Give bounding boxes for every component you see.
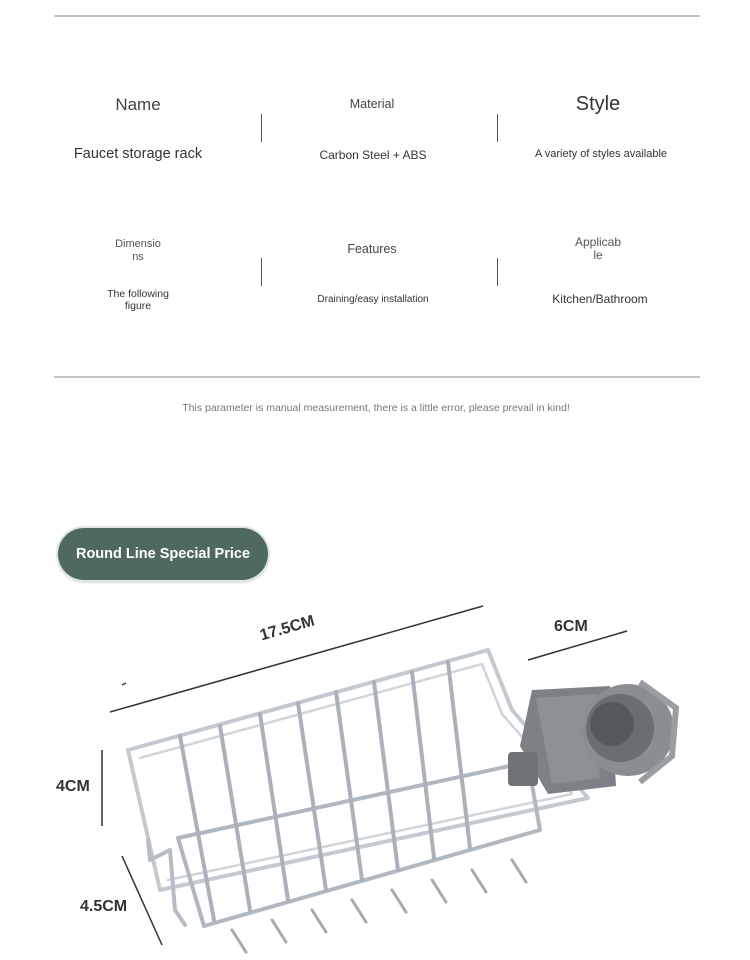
special-price-badge: Round Line Special Price (58, 528, 268, 580)
spec-value-material: Carbon Steel + ABS (319, 148, 427, 162)
length-label: 17.5CM (258, 612, 317, 645)
clamp-width-label: 6CM (554, 618, 588, 635)
spec-heading-dimensions-line2: ns (132, 251, 144, 263)
spec-heading-style: Style (575, 93, 621, 115)
length-dimension-tick (122, 683, 126, 685)
spec-value-name: Faucet storage rack (73, 146, 203, 162)
spec-heading-material: Material (349, 97, 395, 111)
spec-heading-dimensions-line1: Dimensio (115, 238, 161, 250)
measurement-note: This parameter is manual measurement, there is a little error, please prevail in kind! (182, 402, 570, 414)
spec-separator (497, 114, 498, 142)
spec-value-dimensions (88, 288, 188, 312)
spec-heading-applicable (548, 236, 648, 262)
wire-rack (128, 650, 588, 952)
height-label: 4CM (56, 778, 90, 795)
bottom-divider (54, 376, 700, 378)
spec-heading-applicable-line1: Applicab (574, 235, 622, 249)
spec-value-features: Draining/easy installation (317, 294, 429, 305)
spec-value-dimensions-line2: figure (124, 300, 152, 312)
spec-heading-applicable-line2: le (593, 248, 603, 262)
faucet-clamp (508, 682, 676, 794)
spec-value-style: A variety of styles available (534, 148, 668, 160)
spec-separator (261, 258, 262, 286)
spec-separator (261, 114, 262, 142)
spec-heading-name: Name (115, 95, 161, 114)
spec-separator (497, 258, 498, 286)
top-divider (54, 15, 700, 17)
spec-value-dimensions-line1: The following (107, 288, 169, 300)
spec-heading-dimensions (88, 238, 188, 264)
spec-heading-features: Features (347, 242, 397, 256)
depth-label: 4.5CM (80, 898, 128, 915)
spec-value-applicable: Kitchen/Bathroom (552, 292, 648, 306)
